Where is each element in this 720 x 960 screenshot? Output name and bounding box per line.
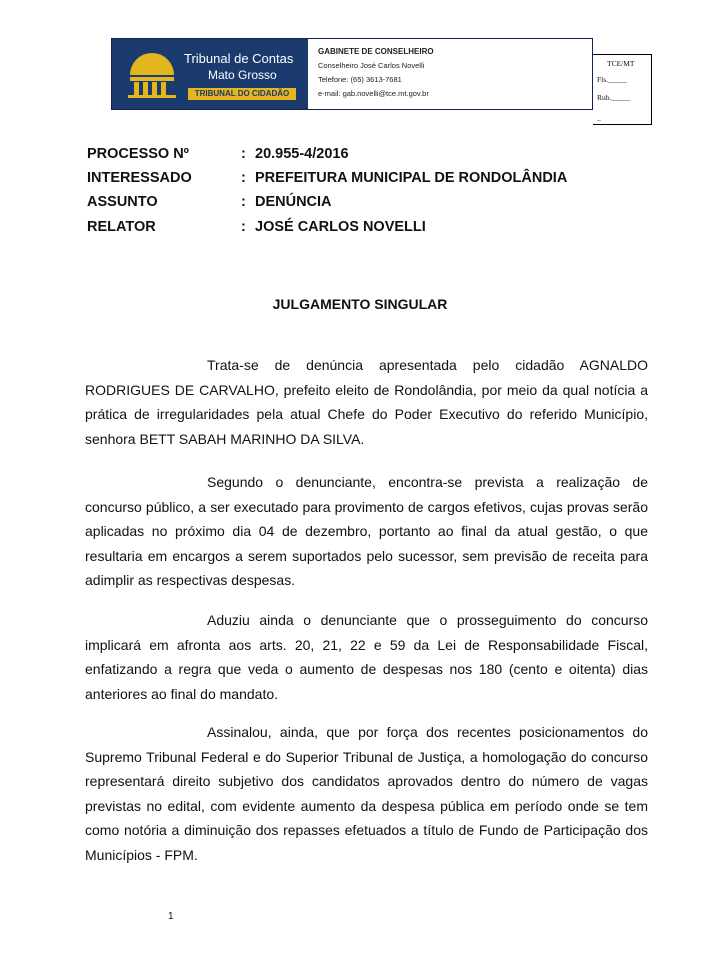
meta-key: ASSUNTO [87,194,158,210]
paragraph-text: Segundo o denunciante, encontra-se prevista a realização de concurso público, a ser executado para provimento de cargos efetivos, cujas provas serão aplicadas no próximo dia 04 de dezembro, portanto ao final da atual gestão, o que resultaria em encargos a serem suportados pelo sucessor, sem previsão de receita para adimplir as respectivas despesas. [85,474,648,589]
contact-block [308,39,592,109]
document-title: JULGAMENTO SINGULAR [272,296,448,312]
org-name-line1: Tribunal de Contas [184,51,294,66]
paragraph-text: Trata-se de denúncia apresentada pelo cidadão AGNALDO RODRIGUES DE CARVALHO, prefeito eleito de Rondolândia, por meio da qual notícia a prática de irregularidades pela atual Chefe do Poder Executivo do referido Município, senhora BETT SABAH MARINHO DA SILVA. [85,357,648,447]
meta-key: PROCESSO Nº [87,146,189,162]
meta-separator: : [241,170,246,186]
contact-phone: Telefone: (65) 3613-7681 [318,75,402,84]
stamp-fls: Fls._____ [597,75,627,84]
contact-title: GABINETE DE CONSELHEIRO [318,47,434,56]
meta-value: 20.955-4/2016 [255,146,349,162]
meta-value: DENÚNCIA [255,194,332,210]
contact-email: e-mail: gab.novelli@tce.mt.gov.br [318,89,429,98]
meta-separator: : [241,146,246,162]
org-tagline: TRIBUNAL DO CIDADÃO [188,88,296,100]
meta-value: JOSÉ CARLOS NOVELLI [255,219,426,235]
stamp-title: TCE/MT [607,59,635,68]
header-banner [111,38,593,110]
tce-logo [112,39,304,109]
meta-key: RELATOR [87,219,156,235]
meta-separator: : [241,219,246,235]
paragraph-text: Aduziu ainda o denunciante que o prosseguimento do concurso implicará em afronta aos arts. 20, 21, 22 e 59 da Lei de Responsabilidade Fiscal, enfatizando a regra que veda o aumento de despesas nos 180 (cento e oitenta) dias anteriores ao final do mandato. [85,612,648,702]
page-number: 1 [168,911,174,922]
paragraph-4 [85,720,648,868]
paragraph-1 [85,353,648,451]
stamp-rub: Rub._____ [597,93,631,102]
paragraph-text: Assinalou, ainda, que por força dos recentes posicionamentos do Supremo Tribunal Federal e do Superior Tribunal de Justiça, a homologação do concurso representará direito subjetivo dos candidatos aprovados dentro do número de vagas previstas no edital, com evidente aumento da despesa pública em período onde se tem como notória a diminuição dos repasses efetuados a título de Fundo de Participação dos Municípios - FPM. [85,724,648,863]
meta-value: PREFEITURA MUNICIPAL DE RONDOLÂNDIA [255,170,568,186]
meta-separator: : [241,194,246,210]
paragraph-3 [85,608,648,706]
tribunal-emblem-icon [126,49,178,99]
contact-name: Conselheiro José Carlos Novelli [318,61,425,70]
meta-key: INTERESSADO [87,170,192,186]
org-name-line2: Mato Grosso [208,68,277,82]
stamp-mark: _ [597,113,601,122]
paragraph-2 [85,470,648,593]
page-stamp-box [593,54,652,125]
